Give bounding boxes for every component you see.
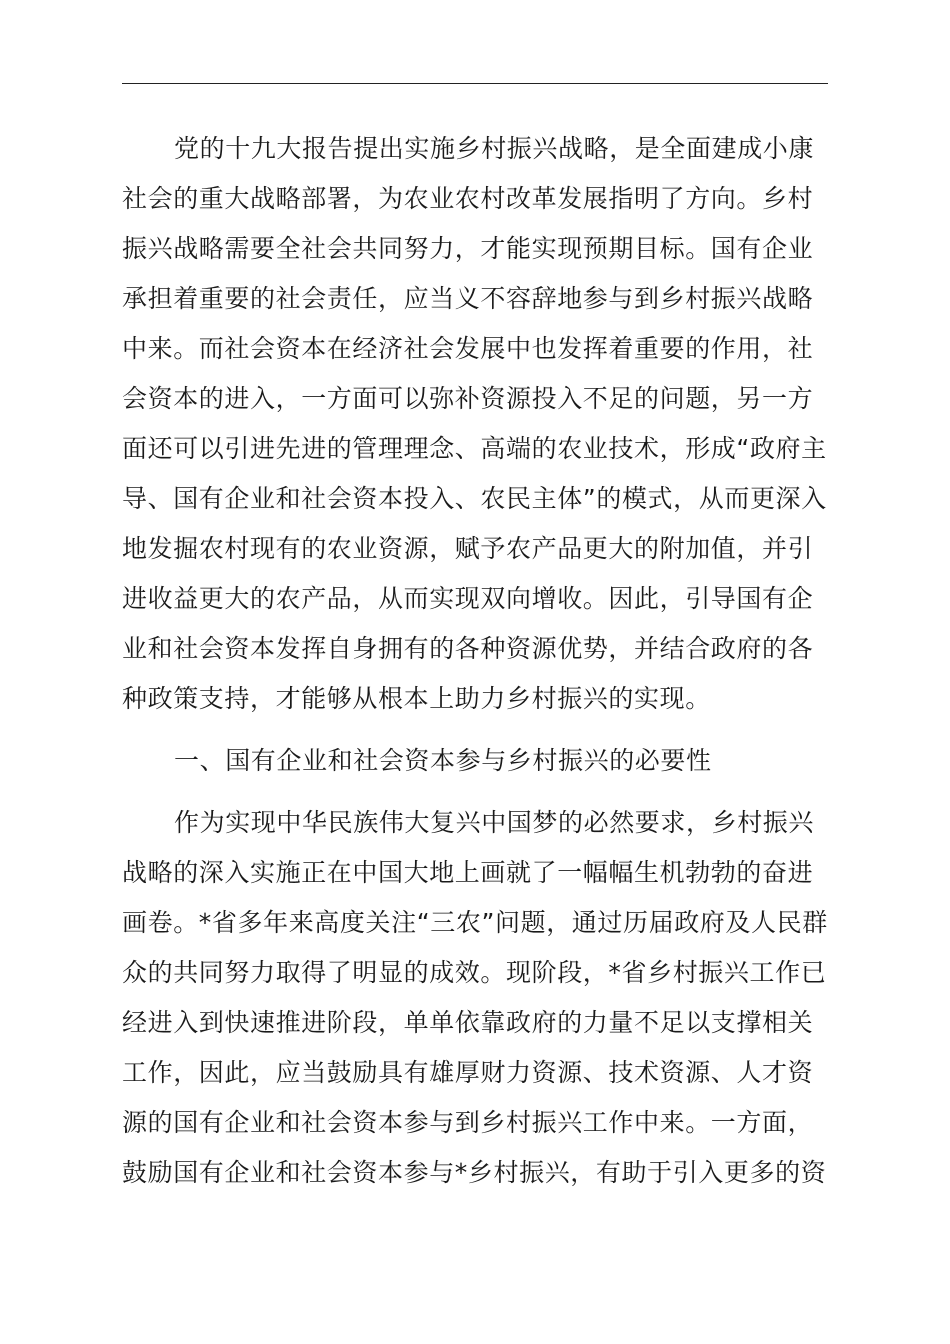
paragraph-line: 鼓励国有企业和社会资本参与*乡村振兴，有助于引入更多的资 (122, 1158, 827, 1187)
paragraph-spacer (122, 786, 828, 798)
paragraph-line: 工作，因此，应当鼓励具有雄厚财力资源、技术资源、人才资 (122, 1058, 814, 1087)
paragraph-line: 面还可以引进先进的管理理念、高端的农业技术，形成“政府主 (122, 434, 827, 463)
paragraph-line: 会资本的进入，一方面可以弥补资源投入不足的问题，另一方 (122, 384, 814, 413)
section-heading: 一、国有企业和社会资本参与乡村振兴的必要性 (174, 746, 712, 775)
paragraph-line: 进收益更大的农产品，从而实现双向增收。因此，引导国有企 (122, 584, 814, 613)
intro-paragraph (122, 124, 828, 724)
paragraph-line: 画卷。*省多年来高度关注“三农”问题，通过历届政府及人民群 (122, 908, 828, 937)
paragraph-line: 承担着重要的社会责任，应当义不容辞地参与到乡村振兴战略 (122, 284, 814, 313)
paragraph-line: 党的十九大报告提出实施乡村振兴战略，是全面建成小康 (174, 134, 815, 163)
paragraph-line: 振兴战略需要全社会共同努力，才能实现预期目标。国有企业 (122, 234, 814, 263)
paragraph-line: 种政策支持，才能够从根本上助力乡村振兴的实现。 (122, 684, 711, 713)
paragraph-line: 地发掘农村现有的农业资源，赋予农产品更大的附加值，并引 (122, 534, 814, 563)
paragraph-line: 经进入到快速推进阶段，单单依靠政府的力量不足以支撑相关 (122, 1008, 814, 1037)
paragraph-spacer (122, 724, 828, 736)
paragraph-line: 业和社会资本发挥自身拥有的各种资源优势，并结合政府的各 (122, 634, 814, 663)
paragraph-line: 导、国有企业和社会资本投入、农民主体”的模式，从而更深入 (122, 484, 827, 513)
paragraph-line: 战略的深入实施正在中国大地上画就了一幅幅生机勃勃的奋进 (122, 858, 814, 887)
paragraph-line: 中来。而社会资本在经济社会发展中也发挥着重要的作用，社 (122, 334, 814, 363)
paragraph-line: 源的国有企业和社会资本参与到乡村振兴工作中来。一方面， (122, 1108, 814, 1137)
paragraph-line: 众的共同努力取得了明显的成效。现阶段，*省乡村振兴工作已 (122, 958, 827, 987)
necessity-paragraph (122, 798, 828, 1198)
header-rule (122, 83, 828, 84)
paragraph-line: 作为实现中华民族伟大复兴中国梦的必然要求，乡村振兴 (174, 808, 815, 837)
paragraph-line: 社会的重大战略部署，为农业农村改革发展指明了方向。乡村 (122, 184, 814, 213)
document-body (122, 124, 828, 1198)
